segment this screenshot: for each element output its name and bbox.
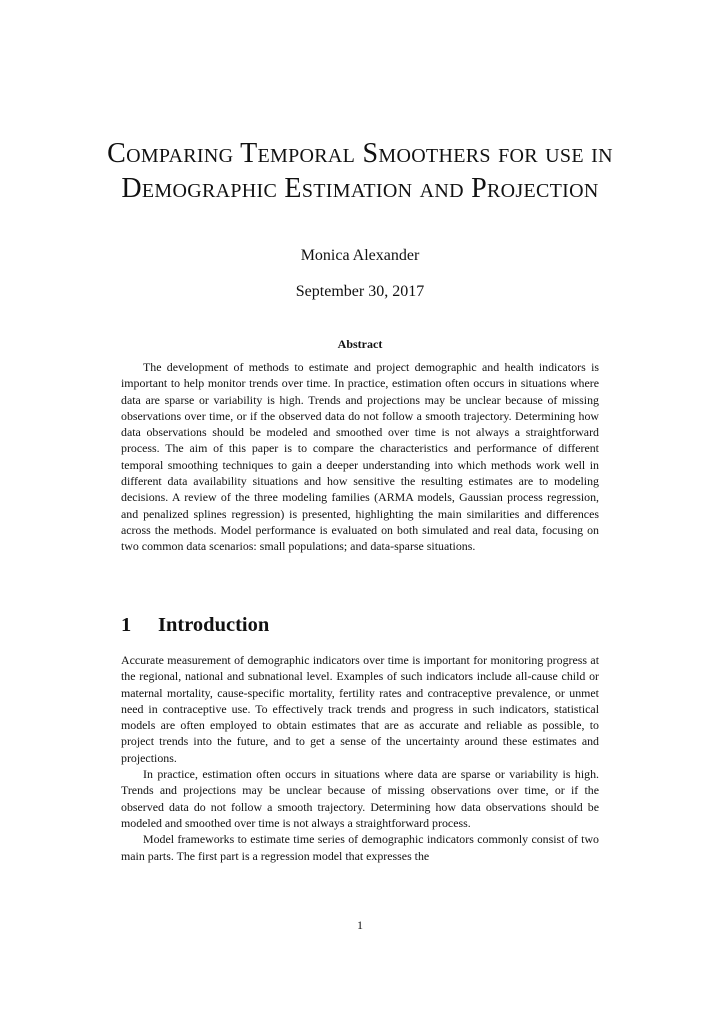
publication-date: September 30, 2017 xyxy=(295,283,425,300)
section-heading xyxy=(121,614,269,637)
page-number: 1 xyxy=(357,918,363,932)
paper-title: Comparing Temporal Smoothers for use in Demographic Estimation and Projection xyxy=(107,138,613,204)
author-name: Monica Alexander xyxy=(300,247,420,264)
body-paragraph: In practice, estimation often occurs in situations where data are sparse or variability is high. Trends and projections may be unclear because of missing observations over time, or if the observed data do not follow a smooth trajectory. Determining how data observations should be modeled and smoothed over time is not always a straightforward process. xyxy=(121,767,599,830)
body-paragraph: Model frameworks to estimate time series of demographic indicators commonly consist of two main parts. The first part is a regression model that expresses the xyxy=(121,832,599,863)
section-title: Introduction xyxy=(158,614,270,636)
abstract-heading: Abstract xyxy=(337,337,383,351)
section-body xyxy=(121,652,599,864)
body-paragraph: Accurate measurement of demographic indicators over time is important for monitoring progress at the regional, national and subnational level. Examples of such indicators include all-cause child or maternal mortality, cause-specific mortality, fertility rates and contraceptive prevalence, or unmet need in contraceptive use. To effectively track trends and progress in such indicators, statistical models are often employed to obtain estimates that are as accurate and reliable as possible, to project trends into the future, and to get a sense of the uncertainty around these estimates and projections. xyxy=(121,653,599,765)
section-number: 1 xyxy=(121,614,132,636)
abstract-text: The development of methods to estimate and project demographic and health indicators is important to help monitor trends over time. In practice, estimation often occurs in situations where data are sparse or variability is high. Trends and projections may be unclear because of missing observations over time, or if the observed data do not follow a smooth trajectory. Determining how data observations should be modeled and smoothed over time is not always a straightforward process. The aim of this paper is to compare the characteristics and performance of different temporal smoothing techniques to gain a deeper understanding into which methods work well in different data availability situations and how sensitive the resulting estimates are to modeling decisions. A review of the three modeling families (ARMA models, Gaussian process regression, and penalized splines regression) is presented, highlighting the main similarities and differences across the methods. Model performance is evaluated on both simulated and real data, focusing on two common data scenarios: small populations; and data-sparse situations. xyxy=(121,360,599,554)
